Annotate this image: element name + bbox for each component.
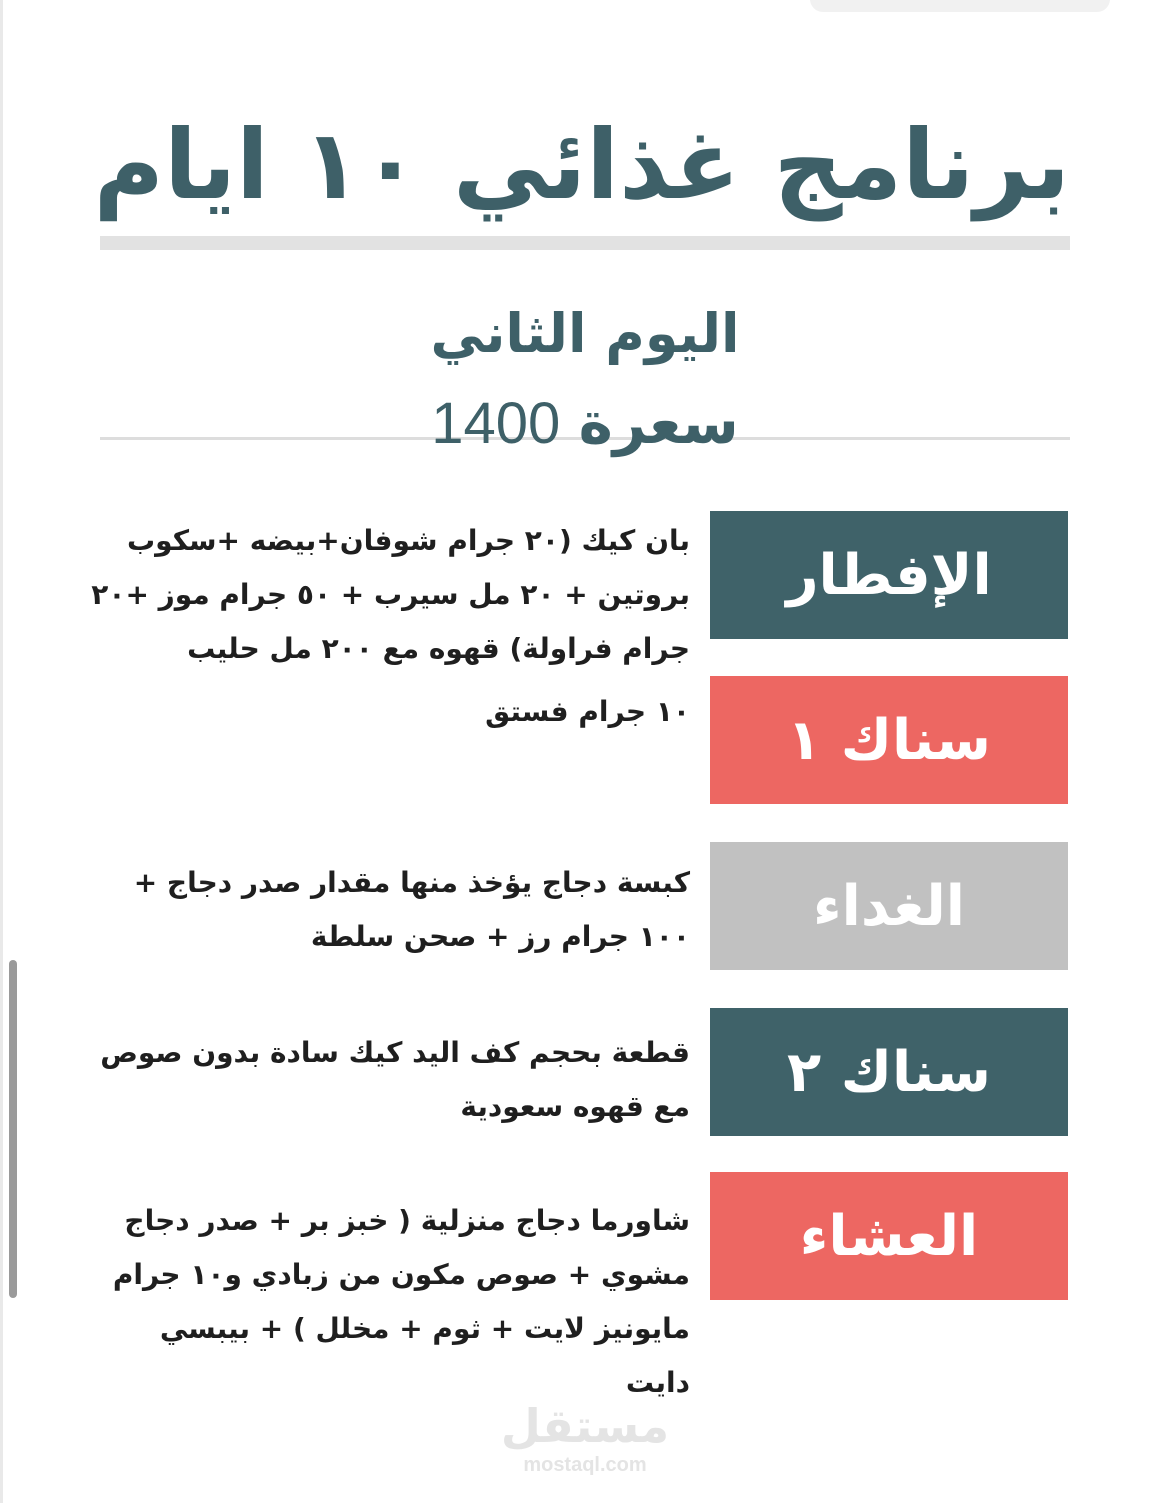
meal-text-snack-1: ١٠ جرام فستق [485,695,690,728]
meal-label-lunch: الغداء [710,842,1068,970]
page-left-edge [0,0,3,1503]
meal-label-snack-1: سناك ١ [710,676,1068,804]
day-label: اليوم الثاني [430,302,740,365]
meal-label-snack-2: سناك ٢ [710,1008,1068,1136]
calories-line [100,388,1070,458]
top-toolbar-fragment [810,0,1110,12]
meal-text-breakfast: بان كيك (٢٠ جرام شوفان+بيضه +سكوب بروتين + ٢٠ مل سيرب + ٥٠ جرام موز +٢٠ جرام فراولة) قهوه مع ٢٠٠ مل حليب [91,524,690,665]
calories-unit: سعرة [578,389,739,457]
mostaql-watermark [470,1400,700,1490]
watermark-arabic: مستقل [500,1399,670,1453]
meal-label-breakfast: الإفطار [710,511,1068,639]
calories-value: 1400 [431,391,561,456]
meal-text-snack-2: قطعة بحجم كف اليد كيك سادة بدون صوص مع قهوه سعودية [100,1036,690,1123]
meal-text-dinner: شاورما دجاج منزلية ( خبز بر + صدر دجاج مشوي + صوص مكون من زبادي و١٠ جرام مايونيز لايت + ثوم + مخلل ) + بيبسي دايت [112,1204,690,1399]
meal-text-lunch: كبسة دجاج يؤخذ منها مقدار صدر دجاج + ١٠٠ جرام رز + صحن سلطة [133,866,690,953]
title-divider [100,236,1070,250]
scrollbar-thumb[interactable] [9,960,17,1298]
meal-label-dinner: العشاء [710,1172,1068,1300]
watermark-latin: mostaql.com [523,1454,647,1476]
program-title: برنامج غذائي ١٠ ايام [93,109,1070,221]
